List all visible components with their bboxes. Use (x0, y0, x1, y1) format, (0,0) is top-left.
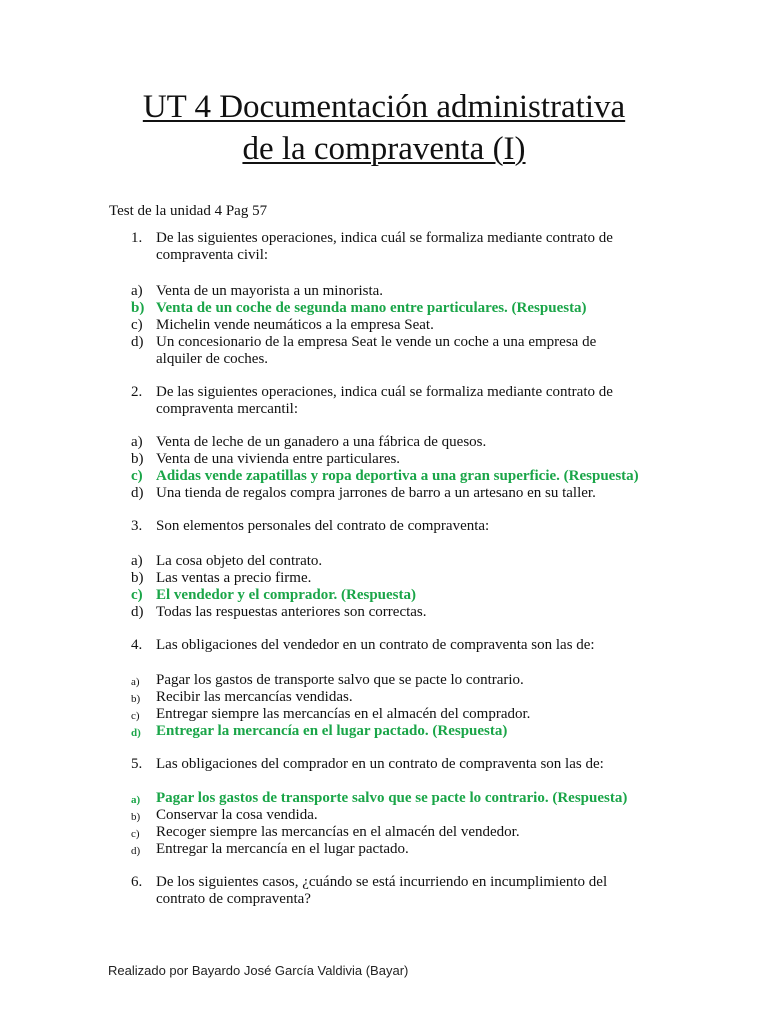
question-4 (131, 637, 691, 654)
question-3 (131, 518, 691, 535)
option-a-answer: a) Pagar los gastos de transporte salvo que se pacte lo contrario. (Respuesta) (131, 790, 628, 806)
option-a: a) Pagar los gastos de transporte salvo que se pacte lo contrario. (131, 672, 524, 688)
option-d: d) Entregar la mercancía en el lugar pactado. (131, 841, 409, 857)
question-text: Las obligaciones del comprador en un contrato de compraventa son las de: (156, 756, 604, 772)
option-d: d) Un concesionario de la empresa Seat le vende un coche a una empresa de alquiler de coches. (131, 334, 597, 367)
question-number: 1. (131, 230, 143, 246)
question-4-options (131, 672, 691, 740)
option-c-answer: c) Adidas vende zapatillas y ropa deportiva a una gran superficie. (Respuesta) (131, 468, 639, 484)
title-line-1: UT 4 Documentación administrativa (142, 89, 626, 125)
option-b-answer: b) Venta de un coche de segunda mano entre particulares. (Respuesta) (131, 300, 587, 316)
question-number: 4. (131, 637, 143, 653)
option-b: b) Conservar la cosa vendida. (131, 807, 318, 823)
question-1 (131, 230, 651, 264)
option-c: c) Recoger siempre las mercancías en el almacén del vendedor. (131, 824, 520, 840)
page-title (0, 86, 768, 170)
question-2 (131, 384, 651, 418)
option-d: d) Una tienda de regalos compra jarrones de barro a un artesano en su taller. (131, 485, 596, 501)
option-b: b) Las ventas a precio firme. (131, 570, 312, 586)
title-line-2: de la compraventa (I) (242, 131, 526, 167)
option-d-answer: d) Entregar la mercancía en el lugar pactado. (Respuesta) (131, 723, 508, 739)
option-a: a) La cosa objeto del contrato. (131, 553, 323, 569)
question-5 (131, 756, 691, 773)
option-c: c) Entregar siempre las mercancías en el almacén del comprador. (131, 706, 531, 722)
option-a: a) Venta de un mayorista a un minorista. (131, 283, 384, 299)
question-5-options (131, 790, 691, 858)
question-6 (131, 874, 631, 908)
question-text: De los siguientes casos, ¿cuándo se está incurriendo en incumplimiento del contrato de compraventa? (156, 874, 608, 907)
option-c: c) Michelin vende neumáticos a la empresa Seat. (131, 317, 434, 333)
option-c-answer: c) El vendedor y el comprador. (Respuesta) (131, 587, 416, 603)
question-text: Son elementos personales del contrato de compraventa: (156, 518, 490, 534)
test-subtitle: Test de la unidad 4 Pag 57 (109, 203, 268, 219)
question-number: 5. (131, 756, 143, 772)
question-3-options (131, 553, 691, 621)
question-text: Las obligaciones del vendedor en un contrato de compraventa son las de: (156, 637, 595, 653)
question-number: 2. (131, 384, 143, 400)
option-b: b) Recibir las mercancías vendidas. (131, 689, 353, 705)
option-b: b) Venta de una vivienda entre particulares. (131, 451, 401, 467)
page-footer: Realizado por Bayardo José García Valdivia (Bayar) (108, 963, 409, 978)
option-a: a) Venta de leche de un ganadero a una fábrica de quesos. (131, 434, 487, 450)
question-text: De las siguientes operaciones, indica cuál se formaliza mediante contrato de compraventa mercantil: (156, 384, 613, 417)
option-d: d) Todas las respuestas anteriores son correctas. (131, 604, 427, 620)
question-1-options (131, 283, 691, 368)
question-number: 3. (131, 518, 143, 534)
question-2-options (131, 434, 731, 502)
question-number: 6. (131, 874, 143, 890)
question-text: De las siguientes operaciones, indica cuál se formaliza mediante contrato de compraventa civil: (156, 230, 613, 263)
